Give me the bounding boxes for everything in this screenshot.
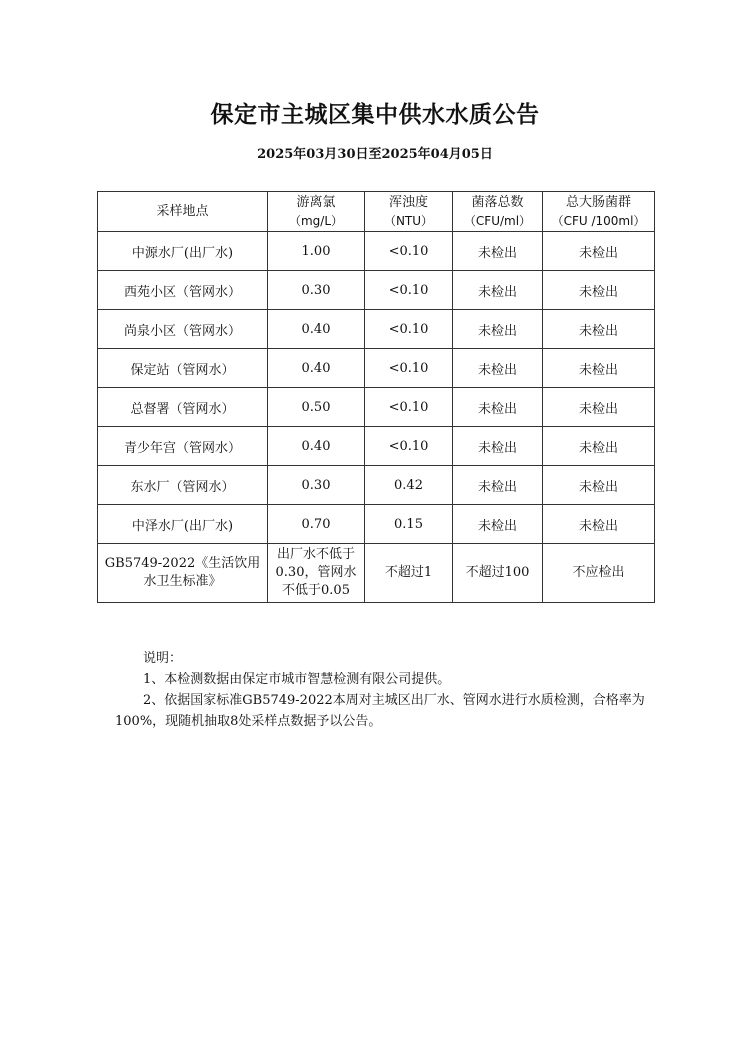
standard-row [98,544,655,603]
table-row [98,271,655,310]
cell-free-chlorine: 1.00 [268,232,365,271]
cell-free-chlorine: 0.30 [268,271,365,310]
note-item: 1、本检测数据由保定市城市智慧检测有限公司提供。 [143,672,451,687]
notes-section [115,648,645,732]
note-item: 2、依据国家标准GB5749-2022本周对主城区出厂水、管网水进行水质检测，合格率为100%，现随机抽取8处采样点数据予以公告。 [115,693,645,729]
cell-free-chlorine: 0.30 [268,466,365,505]
table-row [98,505,655,544]
standard-name: GB5749-2022《生活饮用水卫生标准》 [98,544,268,603]
header-turbidity: 浑浊度 （NTU） [365,192,453,232]
cell-colony-count: 未检出 [453,232,543,271]
cell-turbidity: 0.15 [365,505,453,544]
cell-colony-count: 未检出 [453,466,543,505]
cell-location: 中源水厂(出厂水) [98,232,268,271]
date-range: 2025年03月30日至2025年04月05日 [257,147,493,162]
table-row [98,466,655,505]
header-total-coliforms: 总大肠菌群 （CFU /100ml） [543,192,655,232]
standard-turbidity: 不超过1 [365,544,453,603]
water-quality-table [97,191,655,603]
cell-total-coliforms: 未检出 [543,505,655,544]
cell-location: 青少年宫（管网水） [98,427,268,466]
cell-free-chlorine: 0.40 [268,427,365,466]
cell-location: 尚泉小区（管网水） [98,310,268,349]
table-row [98,349,655,388]
cell-location: 总督署（管网水） [98,388,268,427]
cell-free-chlorine: 0.40 [268,310,365,349]
cell-location: 保定站（管网水） [98,349,268,388]
header-free-chlorine: 游离氯 （mg/L） [268,192,365,232]
cell-turbidity: <0.10 [365,232,453,271]
cell-total-coliforms: 未检出 [543,271,655,310]
cell-total-coliforms: 未检出 [543,466,655,505]
table-header-row [98,192,655,232]
cell-colony-count: 未检出 [453,271,543,310]
cell-turbidity: <0.10 [365,310,453,349]
cell-free-chlorine: 0.70 [268,505,365,544]
cell-turbidity: <0.10 [365,349,453,388]
cell-total-coliforms: 未检出 [543,349,655,388]
cell-total-coliforms: 未检出 [543,388,655,427]
page-title: 保定市主城区集中供水水质公告 [210,101,540,128]
cell-colony-count: 未检出 [453,427,543,466]
table-row [98,388,655,427]
cell-turbidity: <0.10 [365,271,453,310]
cell-location: 东水厂（管网水） [98,466,268,505]
table-row [98,427,655,466]
header-location: 采样地点 [98,192,268,232]
cell-location: 西苑小区（管网水） [98,271,268,310]
table-row [98,310,655,349]
cell-total-coliforms: 未检出 [543,427,655,466]
standard-free-chlorine: 出厂水不低于0.30，管网水不低于0.05 [268,544,365,603]
standard-total-coliforms: 不应检出 [543,544,655,603]
cell-colony-count: 未检出 [453,349,543,388]
notes-heading: 说明： [143,651,183,666]
cell-free-chlorine: 0.50 [268,388,365,427]
cell-colony-count: 未检出 [453,388,543,427]
cell-location: 中泽水厂(出厂水) [98,505,268,544]
cell-turbidity: 0.42 [365,466,453,505]
cell-turbidity: <0.10 [365,388,453,427]
cell-total-coliforms: 未检出 [543,310,655,349]
cell-colony-count: 未检出 [453,310,543,349]
header-colony-count: 菌落总数 （CFU/ml） [453,192,543,232]
table-row [98,232,655,271]
cell-turbidity: <0.10 [365,427,453,466]
standard-colony-count: 不超过100 [453,544,543,603]
cell-total-coliforms: 未检出 [543,232,655,271]
cell-free-chlorine: 0.40 [268,349,365,388]
cell-colony-count: 未检出 [453,505,543,544]
